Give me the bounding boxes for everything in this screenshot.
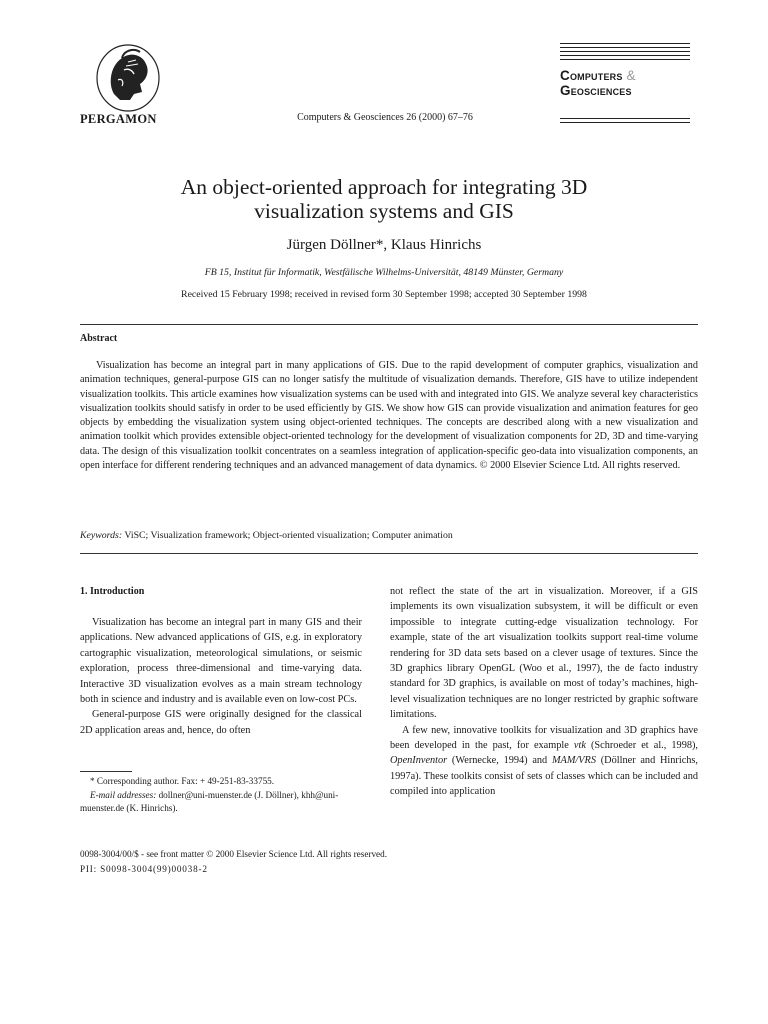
title-line-2: visualization systems and GIS xyxy=(254,199,514,223)
abstract-heading: Abstract xyxy=(80,333,118,344)
pii-line: PII: S0098-3004(99)00038-2 xyxy=(80,863,208,874)
citation-openinventor: OpenInventor xyxy=(390,755,448,767)
footnote xyxy=(80,775,362,816)
title-line-1: An object-oriented approach for integrating 3D xyxy=(180,175,588,199)
section-heading-introduction: 1. Introduction xyxy=(80,586,145,597)
copyright-legal xyxy=(80,847,387,876)
received-dates: Received 15 February 1998; received in revised form 30 September 1998; accepted 30 September 1998 xyxy=(181,289,587,300)
brand-line-2: Geosciences xyxy=(560,83,632,98)
abstract-text: Visualization has become an integral part in many applications of GIS. Due to the rapid development of computer graphics, visualization and animation techniques, general-purpose GIS can no longer satisfy the multitude of visualization demands. Therefore, GIS have to utilize independent visualization toolkits. This article examines how visualization systems can be used with and integrated into GIS. We analyze several key characteristics visualization toolkits should satisfy in order to be used efficiently by GIS. We show how GIS can provide visualization and animation features for geo objects by embedding the visualization system using object-oriented techniques. The concepts are described along with a new visualization and animation toolkit which provides extensible object-oriented technology for the development of visualization components for 2D, 3D and time-varying data. The design of this visualization toolkit concentrates on a seamless integration of application-specific geo-data into visualization components, an open interface for different rendering techniques and an advanced management of data dynamics. © 2000 Elsevier Science Ltd. All rights reserved. xyxy=(80,360,698,472)
brand-top-rules xyxy=(560,43,690,63)
text-span: A few new, innovative toolkits for visualization and 3D graphics have been developed in the past, for example xyxy=(390,724,698,752)
front-matter-line: 0098-3004/00/$ - see front matter © 2000 Elsevier Science Ltd. All rights reserved. xyxy=(80,849,388,859)
journal-brand xyxy=(560,68,690,98)
paragraph: General-purpose GIS were originally designed for the classical 2D application areas and, hence, do often xyxy=(80,709,362,736)
brand-line-1: Computers xyxy=(560,68,623,83)
abstract-top-divider xyxy=(80,324,698,325)
paragraph: Visualization has become an integral part in many GIS and their applications. New advanced applications of GIS, e.g. in exploratory cartographic visualization, meteorological simulations, or seismic exploration, process three-dimensional and time-varying data. Interactive 3D visualization evolves as a main stream technology both in science and industry and is available even on low-cost PCs. xyxy=(80,617,362,706)
brand-bottom-rules xyxy=(560,118,690,126)
text-span: (Wernecke, 1994) and xyxy=(447,755,552,767)
citation-vtk: vtk xyxy=(573,740,586,752)
abstract-bottom-divider xyxy=(80,553,698,554)
paragraph xyxy=(390,723,698,800)
text-span: (Schroeder et al., 1998), xyxy=(585,740,698,752)
journal-reference: Computers & Geosciences 26 (2000) 67–76 xyxy=(297,112,473,123)
email-addresses: dollner@uni-muenster.de (J. Döllner), khh@uni-muenster.de (K. Hinrichs). xyxy=(80,789,339,814)
left-column xyxy=(80,615,362,738)
authors: Jürgen Döllner*, Klaus Hinrichs xyxy=(286,237,482,253)
keywords-text: ViSC; Visualization framework; Object-oriented visualization; Computer animation xyxy=(122,530,453,541)
affiliation: FB 15, Institut für Informatik, Westfälische Wilhelms-Universität, 48149 Münster, Germany xyxy=(204,267,564,278)
article-title xyxy=(0,175,768,223)
right-column xyxy=(390,584,698,800)
paragraph: not reflect the state of the art in visualization. Moreover, if a GIS implements its own visualization subsystem, it will be difficult or even impossible to integrate cutting-edge visualization technology. For example, state of the art visualization toolkits support real-time volume rendering for 3D data sets based on a clever usage of textures. Since the 3D graphics library OpenGL (Woo et al., 1997), the de facto industry standard for 3D graphics, is available on most of today’s machines, high-level visualization techniques are no longer restricted by graphic software limitations. xyxy=(390,586,698,721)
text-span: (Döllner and Hinrichs, 1997a). These toolkits consist of sets of classes which can be included and compiled into application xyxy=(390,755,699,798)
footnote-divider xyxy=(80,771,132,772)
keywords-label: Keywords: xyxy=(80,530,123,541)
brand-ampersand: & xyxy=(626,68,636,83)
citation-mam-vrs: MAM/VRS xyxy=(551,755,596,767)
pergamon-athena-head-icon xyxy=(94,40,162,114)
footnote-emails xyxy=(80,789,362,816)
keywords xyxy=(80,530,453,541)
publisher-name: PERGAMON xyxy=(80,112,157,126)
footnote-corresponding-author: * Corresponding author. Fax: + 49-251-83-33755. xyxy=(90,776,275,786)
email-label: E-mail addresses: xyxy=(90,789,157,800)
